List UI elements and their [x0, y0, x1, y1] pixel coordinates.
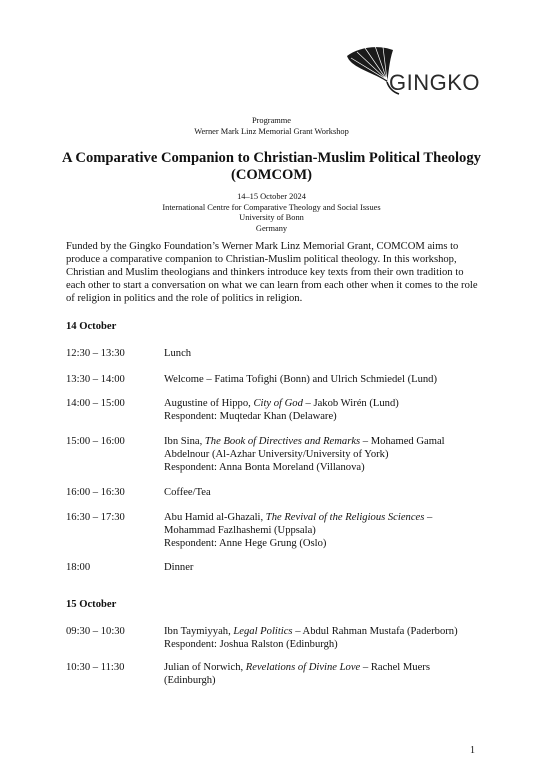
event-centre: International Centre for Comparative Theology and Social Issues	[162, 203, 381, 212]
session-line: Abdelnour (Al-Azhar University/University of York)	[164, 449, 389, 461]
session-line: Lunch	[164, 348, 192, 359]
session-time: 14:00 – 15:00	[66, 398, 125, 409]
session-author: Julian of Norwich,	[164, 662, 246, 673]
session-speaker: – Abdul Rahman Mustafa (Paderborn)	[292, 626, 458, 637]
day-heading: 15 October	[66, 599, 117, 610]
logo-wordmark: GINGKO	[389, 70, 481, 95]
session-time: 18:00	[66, 562, 91, 573]
session-time: 15:00 – 16:00	[66, 436, 125, 447]
session-work-title: City of God	[253, 398, 303, 409]
document-title-line2: (COMCOM)	[230, 167, 313, 183]
session-line	[164, 661, 482, 674]
session-respondent: Respondent: Anna Bonta Moreland (Villanova)	[164, 462, 365, 474]
session-work-title: Revelations of Divine Love	[245, 662, 361, 673]
session-speaker: – Mohamed Gamal	[360, 436, 445, 447]
session-description	[164, 347, 482, 360]
gingko-logo	[343, 42, 503, 98]
session-work-title: Legal Politics	[233, 626, 293, 637]
session-description	[164, 561, 482, 574]
session-description	[164, 486, 482, 499]
session-description	[164, 397, 482, 423]
session-respondent: Respondent: Anne Hege Grung (Oslo)	[164, 538, 327, 550]
session-line: Welcome – Fatima Tofighi (Bonn) and Ulrich Schmiedel (Lund)	[164, 374, 437, 385]
session-work-title: The Revival of the Religious Sciences	[265, 512, 425, 523]
session-line: (Edinburgh)	[164, 675, 216, 687]
session-respondent: Respondent: Muqtedar Khan (Delaware)	[164, 411, 337, 423]
document-title-line1: A Comparative Companion to Christian-Muslim Political Theology	[62, 150, 481, 166]
session-time: 09:30 – 10:30	[66, 626, 125, 637]
page-number: 1	[470, 745, 475, 756]
session-description	[164, 511, 482, 550]
event-university: University of Bonn	[239, 213, 304, 222]
event-country: Germany	[255, 224, 288, 233]
session-line	[164, 435, 482, 448]
session-time: 16:30 – 17:30	[66, 512, 125, 523]
session-line	[164, 625, 482, 638]
session-time: 10:30 – 11:30	[66, 662, 125, 673]
session-line: Dinner	[164, 562, 194, 573]
programme-label: Programme	[251, 116, 292, 125]
session-work-title: The Book of Directives and Remarks	[204, 436, 361, 447]
session-respondent: Respondent: Joshua Ralston (Edinburgh)	[164, 639, 338, 651]
session-author: Abu Hamid al-Ghazali,	[164, 512, 266, 523]
day-heading: 14 October	[66, 321, 117, 332]
session-line: Coffee/Tea	[164, 487, 211, 498]
session-author: Ibn Sina,	[164, 436, 205, 447]
session-author: Augustine of Hippo,	[164, 398, 254, 409]
session-author: Ibn Taymiyyah,	[164, 626, 234, 637]
session-line	[164, 511, 482, 524]
intro-paragraph: Funded by the Gingko Foundation’s Werner Mark Linz Memorial Grant, COMCOM aims to produce a comparative companion to Christian-Muslim political theology. In this workshop, Christian and Muslim theologians and thinkers introduce key texts from their own tradition to each other to start a conversation on what we can learn from each other when it comes to the role of religion in politics and the role of politics in religion.	[66, 241, 478, 305]
session-time: 12:30 – 13:30	[66, 348, 125, 359]
session-description	[164, 661, 482, 687]
session-description	[164, 373, 482, 386]
session-line	[164, 397, 482, 410]
session-speaker: –	[424, 512, 433, 523]
session-description	[164, 435, 482, 474]
session-time: 16:00 – 16:30	[66, 487, 125, 498]
event-dates: 14–15 October 2024	[237, 192, 306, 201]
session-line: Mohammad Fazlhashemi (Uppsala)	[164, 525, 316, 537]
session-speaker: – Rachel Muers	[360, 662, 430, 673]
session-description	[164, 625, 482, 651]
session-time: 13:30 – 14:00	[66, 374, 125, 385]
workshop-name: Werner Mark Linz Memorial Grant Workshop	[194, 127, 349, 136]
session-speaker: – Jakob Wirén (Lund)	[302, 398, 399, 409]
